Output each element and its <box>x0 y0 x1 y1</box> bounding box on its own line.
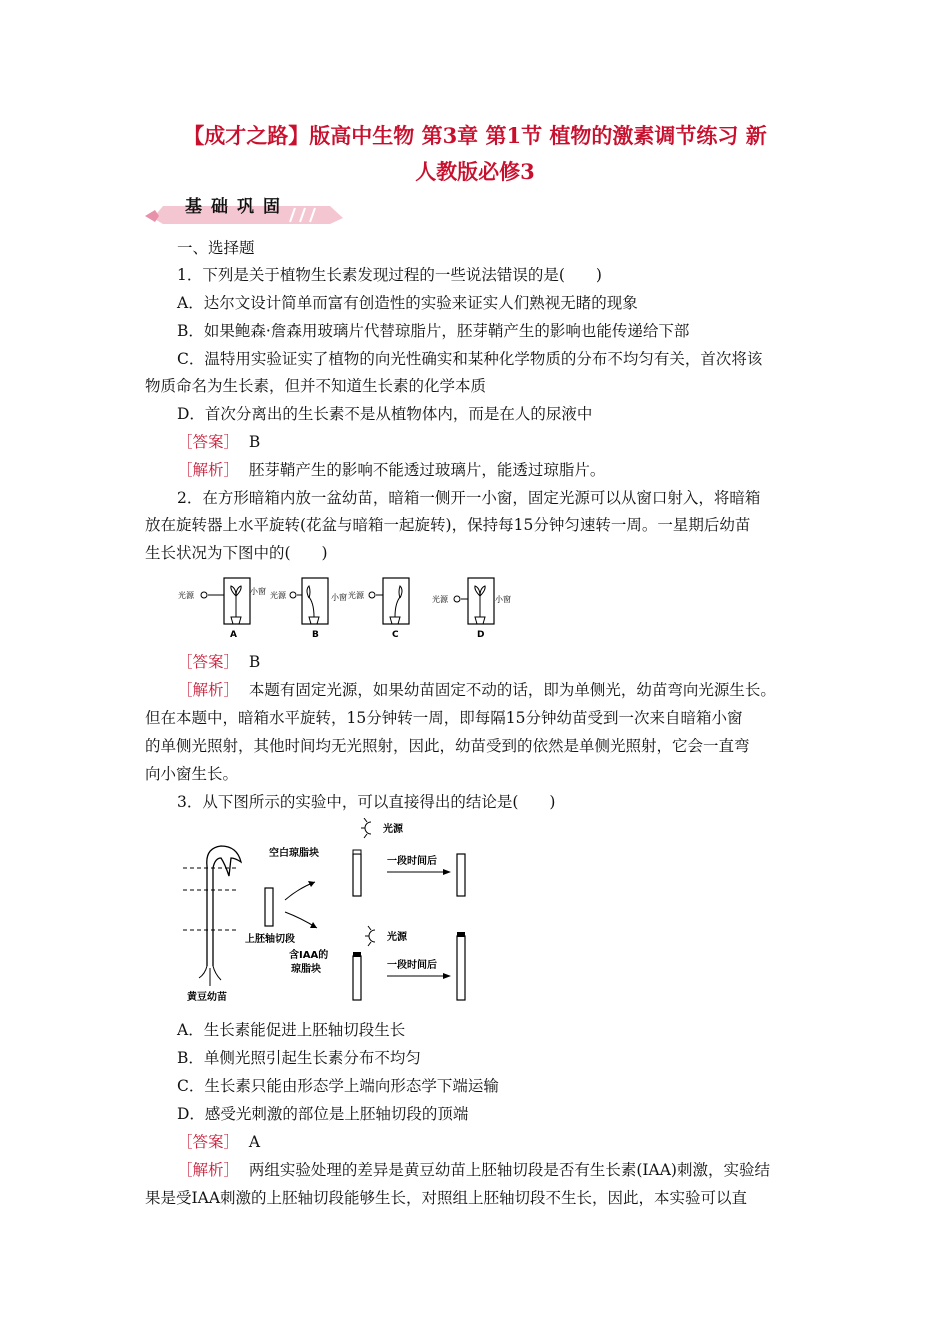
q3-answer: A <box>248 1133 261 1151</box>
title-line-2: 人教版必修3 <box>415 159 535 184</box>
q2-figure <box>170 572 530 644</box>
q1-analysis: 胚芽鞘产生的影响不能透过玻璃片，能透过琼脂片。 <box>248 461 606 479</box>
q3-upper-segment-before <box>353 854 361 896</box>
q1-stem: 1．下列是关于植物生长素发现过程的一些说法错误的是( ) <box>177 266 602 284</box>
q2-stem-line2: 放在旋转器上水平旋转(花盆与暗箱一起旋转)，保持每15分钟匀速转一周。一星期后幼苗 <box>145 516 751 534</box>
q3-lower-segment-after <box>457 936 465 1000</box>
q3-segment-label: 上胚轴切段 <box>245 934 295 945</box>
sun-icon <box>361 818 371 838</box>
q2-analysis-line1: 本题有固定光源，如果幼苗固定不动的话，即为单侧光，幼苗弯向光源生长。 <box>248 681 776 699</box>
q3-time-label-lower: 一段时间后 <box>387 960 437 971</box>
q2-stem-line3: 生长状况为下图中的( ) <box>145 544 328 562</box>
q3-lower-segment-before <box>353 956 361 1000</box>
q3-blank-agar-label: 空白琼脂块 <box>269 848 319 859</box>
q2-analysis-line3: 的单侧光照射，其他时间均无光照射，因此，幼苗受到的依然是单侧光照射，它会一直弯 <box>145 737 750 755</box>
q2-window-label-a: 小窗 <box>250 587 266 596</box>
answer-tag: ［答案］ <box>177 1133 240 1151</box>
q1-option-c-line2: 物质命名为生长素，但并不知道生长素的化学本质 <box>145 377 487 395</box>
q1-answer-row <box>145 432 847 452</box>
q3-option-c: C．生长素只能由形态学上端向形态学下端运输 <box>177 1077 499 1095</box>
q3-light-label-lower: 光源 <box>387 932 407 943</box>
answer-tag: ［答案］ <box>177 433 240 451</box>
q1-option-c-line1: C．温特用实验证实了植物的向光性确实和某种化学物质的分布不均匀有关，首次将该 <box>177 350 763 368</box>
q3-option-a: A．生长素能促进上胚轴切段生长 <box>177 1021 406 1039</box>
q3-analysis-row <box>145 1160 847 1180</box>
q1-option-a: A．达尔文设计简单而富有创造性的实验来证实人们熟视无睹的现象 <box>177 294 638 312</box>
q3-seedling <box>183 846 241 1003</box>
q2-window-label-b: 小窗 <box>331 593 347 602</box>
answer-tag: ［答案］ <box>177 653 240 671</box>
q3-answer-row <box>145 1132 847 1152</box>
title-line-1: 【成才之路】版高中生物 第3章 第1节 植物的激素调节练习 新 <box>183 123 767 148</box>
q2-option-d-label: D <box>477 630 485 640</box>
q2-window-label-d: 小窗 <box>495 595 511 604</box>
q2-stem-line1: 2．在方形暗箱内放一盆幼苗，暗箱一侧开一小窗，固定光源可以从窗口射入，将暗箱 <box>177 489 761 507</box>
q2-box-c <box>348 578 409 640</box>
document-title <box>145 118 805 190</box>
q3-seedling-label: 黄豆幼苗 <box>187 992 227 1003</box>
q3-analysis-line1: 两组实验处理的差异是黄豆幼苗上胚轴切段是否有生长素(IAA)刺激，实验结 <box>248 1161 770 1179</box>
q2-option-a-label: A <box>230 630 237 640</box>
q2-box-a <box>178 578 266 640</box>
q2-analysis-line4: 向小窗生长。 <box>145 765 239 783</box>
q2-light-label-a: 光源 <box>178 591 194 600</box>
q2-answer-row <box>145 652 847 672</box>
q1-analysis-row <box>145 460 847 480</box>
q2-light-label-d: 光源 <box>432 595 448 604</box>
analysis-tag: ［解析］ <box>177 1161 240 1179</box>
q3-iaa-label-line1: 含IAA的 <box>289 950 329 961</box>
q3-analysis-line2: 果是受IAA刺激的上胚轴切段能够生长，对照组上胚轴切段不生长，因此，本实验可以直 <box>145 1189 748 1207</box>
sun-icon <box>365 926 375 946</box>
section-heading: 一、选择题 <box>177 239 255 257</box>
q2-box-d <box>432 578 511 640</box>
q2-light-label-c: 光源 <box>348 591 364 600</box>
q2-light-label-b: 光源 <box>270 591 286 600</box>
q2-option-c-label: C <box>392 630 399 640</box>
q3-option-b: B．单侧光照引起生长素分布不均匀 <box>177 1049 421 1067</box>
q2-analysis-row <box>145 680 847 700</box>
q3-upper-segment-after <box>457 854 465 896</box>
q3-iaa-label-line2: 琼脂块 <box>291 964 321 975</box>
q3-stem: 3．从下图所示的实验中，可以直接得出的结论是( ) <box>177 793 556 811</box>
q1-answer: B <box>248 433 261 451</box>
banner-label: 基础巩固 <box>185 197 289 217</box>
q2-option-b-label: B <box>312 630 319 640</box>
q1-option-d: D．首次分离出的生长素不是从植物体内，而是在人的尿液中 <box>177 405 593 423</box>
q3-cut-segment <box>265 888 273 926</box>
q1-option-b: B．如果鲍森·詹森用玻璃片代替琼脂片，胚芽鞘产生的影响也能传递给下部 <box>177 322 690 340</box>
q3-option-d: D．感受光刺激的部位是上胚轴切段的顶端 <box>177 1105 469 1123</box>
q3-time-label-upper: 一段时间后 <box>387 856 437 867</box>
q2-answer: B <box>248 653 261 671</box>
q2-box-b <box>270 578 347 640</box>
q3-figure <box>175 818 495 1008</box>
q2-analysis-line2: 但在本题中，暗箱水平旋转，15分钟转一周，即每隔15分钟幼苗受到一次来自暗箱小窗 <box>145 709 743 727</box>
analysis-tag: ［解析］ <box>177 461 240 479</box>
section-banner <box>145 194 345 228</box>
analysis-tag: ［解析］ <box>177 681 240 699</box>
q3-light-label-upper: 光源 <box>383 824 403 835</box>
